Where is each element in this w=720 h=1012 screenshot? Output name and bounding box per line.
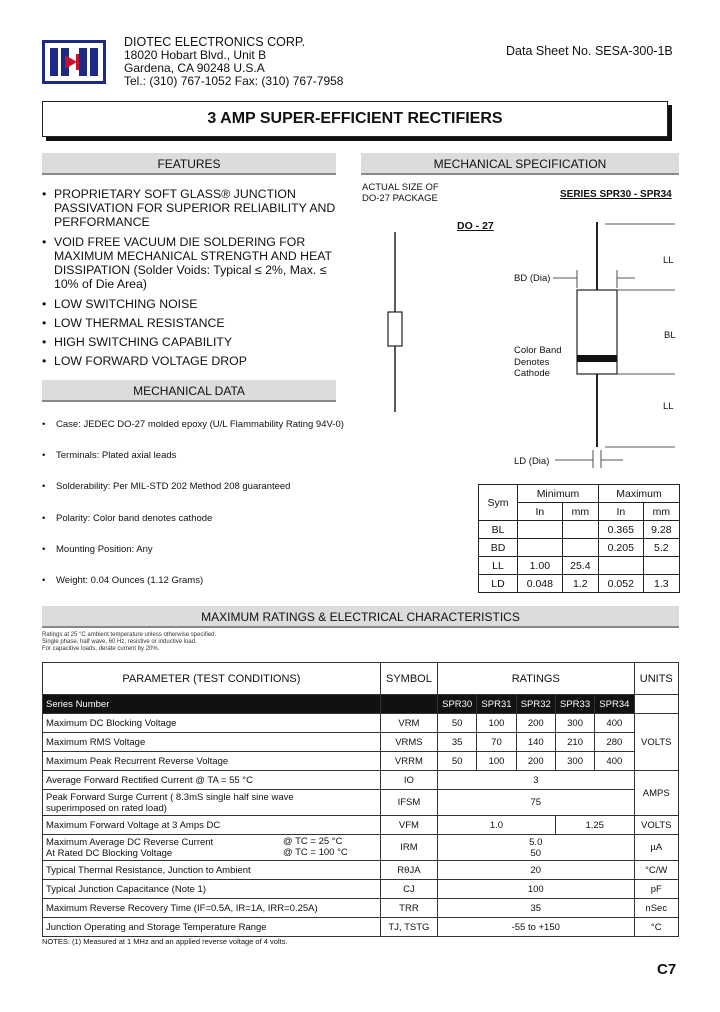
table-row	[43, 816, 679, 835]
company-name: DIOTEC ELECTRONICS CORP.	[124, 35, 306, 49]
dim-cell: BD	[479, 539, 518, 557]
value-cell: 210	[555, 733, 594, 752]
series-cell: SPR33	[555, 695, 594, 714]
dim-header-max: Maximum	[598, 485, 679, 503]
dim-row	[479, 557, 680, 575]
col-ratings-header: RATINGS	[438, 663, 634, 695]
col-units-header: UNITS	[634, 663, 679, 695]
dim-cell: 1.3	[643, 575, 679, 593]
dim-cell: LL	[479, 557, 518, 575]
ratings-note-line: For capacitive loads, derate current by 20%.	[42, 646, 160, 652]
value-cell: 100	[477, 752, 516, 771]
table-row	[43, 918, 679, 937]
dim-cell: 0.205	[598, 539, 643, 557]
param-label: Average Forward Rectified Current @ TA = 55 °C	[43, 771, 381, 790]
unit-cell: °C/W	[634, 861, 679, 880]
value-cell: 400	[595, 752, 634, 771]
test-condition-line: @ TC = 25 °C	[283, 836, 343, 847]
dim-cell: 25.4	[562, 557, 598, 575]
value-cell: 50	[438, 714, 477, 733]
dim-cell: 0.052	[598, 575, 643, 593]
value-cell: 35	[438, 899, 634, 918]
param-label: Junction Operating and Storage Temperature Range	[43, 918, 381, 937]
actual-size-diode-drawing	[380, 232, 410, 412]
test-conditions	[283, 836, 348, 858]
unit-cell: µA	[634, 835, 679, 861]
dim-cell	[643, 557, 679, 575]
value-cell	[438, 835, 634, 861]
param-label: Maximum Forward Voltage at 3 Amps DC	[43, 816, 381, 835]
dim-cell	[562, 539, 598, 557]
table-row	[43, 899, 679, 918]
value-cell: 140	[516, 733, 555, 752]
mech-data-item: Weight: 0.04 Ounces (1.12 Grams)	[56, 575, 204, 586]
symbol-cell: VFM	[380, 816, 437, 835]
param-label	[43, 835, 381, 861]
unit-cell: VOLTS	[634, 816, 679, 835]
mech-data-item: Solderability: Per MIL-STD 202 Method 208 guaranteed	[56, 481, 291, 492]
color-band-line-1: Color Band	[514, 345, 562, 356]
value-cell: 100	[477, 714, 516, 733]
page-code: C7	[657, 961, 677, 978]
ratings-heading: MAXIMUM RATINGS & ELECTRICAL CHARACTERISTICS	[42, 606, 679, 628]
series-row	[43, 695, 679, 714]
unit-cell: pF	[634, 880, 679, 899]
lead-length-label-bottom: LL	[663, 401, 674, 412]
value-cell: 200	[516, 714, 555, 733]
value-cell: 200	[516, 752, 555, 771]
param-label: Typical Junction Capacitance (Note 1)	[43, 880, 381, 899]
mech-data-item: Case: JEDEC DO-27 molded epoxy (U/L Flammability Rating 94V-0)	[56, 419, 344, 430]
value-cell: 3	[438, 771, 634, 790]
actual-size-line-1: ACTUAL SIZE OF	[362, 182, 439, 193]
param-label: Maximum RMS Voltage	[43, 733, 381, 752]
table-row	[43, 714, 679, 733]
mechanical-spec-heading: MECHANICAL SPECIFICATION	[361, 153, 679, 175]
company-logo	[42, 40, 106, 84]
mech-data-item: Mounting Position: Any	[56, 544, 153, 555]
series-cell: SPR30	[438, 695, 477, 714]
symbol-cell: TJ, TSTG	[380, 918, 437, 937]
footnote: NOTES: (1) Measured at 1 MHz and an applied reverse voltage of 4 volts.	[42, 937, 288, 946]
dim-row	[479, 575, 680, 593]
ratings-note-line: Single phase, half wave, 60 Hz, resistive or inductive load.	[42, 639, 197, 645]
col-parameter-header: PARAMETER (TEST CONDITIONS)	[43, 663, 381, 695]
company-info	[124, 36, 343, 88]
symbol-cell: VRM	[380, 714, 437, 733]
color-band-line-2: Denotes	[514, 356, 550, 368]
ratings-notes	[42, 632, 216, 653]
mech-data-item: Polarity: Color band denotes cathode	[56, 513, 213, 524]
symbol-cell: IFSM	[380, 790, 437, 816]
param-label: Maximum DC Blocking Voltage	[43, 714, 381, 733]
body-diameter-label: BD (Dia)	[514, 273, 551, 284]
series-cell: SPR34	[595, 695, 634, 714]
value-cell: 300	[555, 752, 594, 771]
dim-header-mm: mm	[643, 503, 679, 521]
symbol-cell: CJ	[380, 880, 437, 899]
actual-size-line-2: DO-27 PACKAGE	[362, 193, 438, 204]
actual-size-caption	[362, 182, 439, 204]
company-address-1: 18020 Hobart Blvd., Unit B	[124, 48, 267, 62]
feature-item: • PROPRIETARY SOFT GLASS® JUNCTION PASSIVATION FOR SUPERIOR RELIABILITY AND PERFORMANCE	[42, 187, 336, 229]
unit-cell: VOLTS	[634, 714, 679, 771]
dim-cell: 5.2	[643, 539, 679, 557]
value-cell: 1.0	[438, 816, 556, 835]
dim-cell: BL	[479, 521, 518, 539]
table-row	[43, 790, 679, 816]
company-phone: Tel.: (310) 767-1052 Fax: (310) 767-7958	[124, 74, 344, 88]
value-cell: 70	[477, 733, 516, 752]
datasheet-number: Data Sheet No. SESA-300-1B	[506, 44, 673, 58]
dim-row	[479, 521, 680, 539]
dim-cell: 9.28	[643, 521, 679, 539]
table-row	[43, 861, 679, 880]
value-cell: 20	[438, 861, 634, 880]
dim-cell: 1.2	[562, 575, 598, 593]
series-cell: SPR32	[516, 695, 555, 714]
value-cell: -55 to +150	[438, 918, 634, 937]
dim-cell	[598, 557, 643, 575]
dim-cell: LD	[479, 575, 518, 593]
feature-item: • LOW SWITCHING NOISE	[42, 297, 336, 311]
series-cell: SPR31	[477, 695, 516, 714]
ratings-table	[42, 662, 679, 937]
param-label	[43, 790, 381, 816]
table-row	[43, 771, 679, 790]
feature-item: • HIGH SWITCHING CAPABILITY	[42, 335, 336, 349]
symbol-cell: VRMS	[380, 733, 437, 752]
package-label: DO - 27	[457, 220, 494, 232]
mechanical-data-heading: MECHANICAL DATA	[42, 380, 336, 402]
color-band-line-3: Cathode	[514, 368, 550, 379]
table-row	[43, 752, 679, 771]
dim-header-in: In	[518, 503, 563, 521]
series-label: SERIES SPR30 - SPR34	[560, 189, 672, 200]
value-cell: 400	[595, 714, 634, 733]
lead-length-label-top: LL	[663, 255, 674, 266]
value-cell: 75	[438, 790, 634, 816]
series-number-label: Series Number	[43, 695, 381, 714]
color-band-note	[514, 345, 562, 380]
dim-header-sym: Sym	[479, 485, 518, 521]
company-address-2: Gardena, CA 90248 U.S.A	[124, 61, 265, 75]
test-condition-line: @ TC = 100 °C	[283, 847, 348, 858]
dim-cell: 0.048	[518, 575, 563, 593]
symbol-cell: IRM	[380, 835, 437, 861]
param-label-line: Maximum Average DC Reverse Current	[46, 836, 214, 848]
symbol-cell: RθJA	[380, 861, 437, 880]
value-cell: 100	[438, 880, 634, 899]
dim-header-in: In	[598, 503, 643, 521]
feature-item: • VOID FREE VACUUM DIE SOLDERING FOR MAXIMUM MECHANICAL STRENGTH AND HEAT DISSIPATION (Solder Voids: Typical ≤ 2%, Max. ≤ 10% of Die Area)	[42, 235, 336, 291]
table-row	[43, 835, 679, 861]
features-list	[42, 187, 336, 373]
value-cell: 280	[595, 733, 634, 752]
symbol-cell: IO	[380, 771, 437, 790]
dim-cell	[518, 539, 563, 557]
dim-cell: 0.365	[598, 521, 643, 539]
param-label: Typical Thermal Resistance, Junction to Ambient	[43, 861, 381, 880]
symbol-cell: TRR	[380, 899, 437, 918]
features-heading: FEATURES	[42, 153, 336, 175]
dimension-table	[478, 484, 680, 593]
unit-cell: nSec	[634, 899, 679, 918]
param-label: Maximum Peak Recurrent Reverse Voltage	[43, 752, 381, 771]
value-cell: 1.25	[555, 816, 634, 835]
mech-data-item: Terminals: Plated axial leads	[56, 450, 177, 461]
feature-item: • LOW FORWARD VOLTAGE DROP	[42, 354, 336, 368]
dim-cell	[562, 521, 598, 539]
unit-cell: °C	[634, 918, 679, 937]
value-cell: 50	[438, 752, 477, 771]
page-title: 3 AMP SUPER-EFFICIENT RECTIFIERS	[42, 101, 668, 137]
feature-item: • LOW THERMAL RESISTANCE	[42, 316, 336, 330]
dim-cell: 1.00	[518, 557, 563, 575]
dim-cell	[518, 521, 563, 539]
col-symbol-header: SYMBOL	[380, 663, 437, 695]
value-line: 5.0	[529, 836, 543, 848]
table-row	[43, 880, 679, 899]
value-cell: 300	[555, 714, 594, 733]
param-label: Maximum Reverse Recovery Time (IF=0.5A, IR=1A, IRR=0.25A)	[43, 899, 381, 918]
unit-cell: AMPS	[634, 771, 679, 816]
body-length-label: BL	[664, 330, 676, 341]
ratings-note-line: Ratings at 25 °C ambient temperature unless otherwise specified.	[42, 632, 217, 638]
param-label-line: At Rated DC Blocking Voltage	[46, 847, 173, 859]
dim-header-mm: mm	[562, 503, 598, 521]
param-label-line: Peak Forward Surge Current ( 8.3mS single half sine wave	[46, 791, 294, 803]
value-line: 50	[530, 847, 542, 859]
symbol-cell: VRRM	[380, 752, 437, 771]
value-cell: 35	[438, 733, 477, 752]
param-label-line: superimposed on rated load)	[46, 802, 167, 814]
dim-row	[479, 539, 680, 557]
lead-diameter-label: LD (Dia)	[514, 456, 550, 467]
table-row	[43, 733, 679, 752]
dim-header-min: Minimum	[518, 485, 599, 503]
